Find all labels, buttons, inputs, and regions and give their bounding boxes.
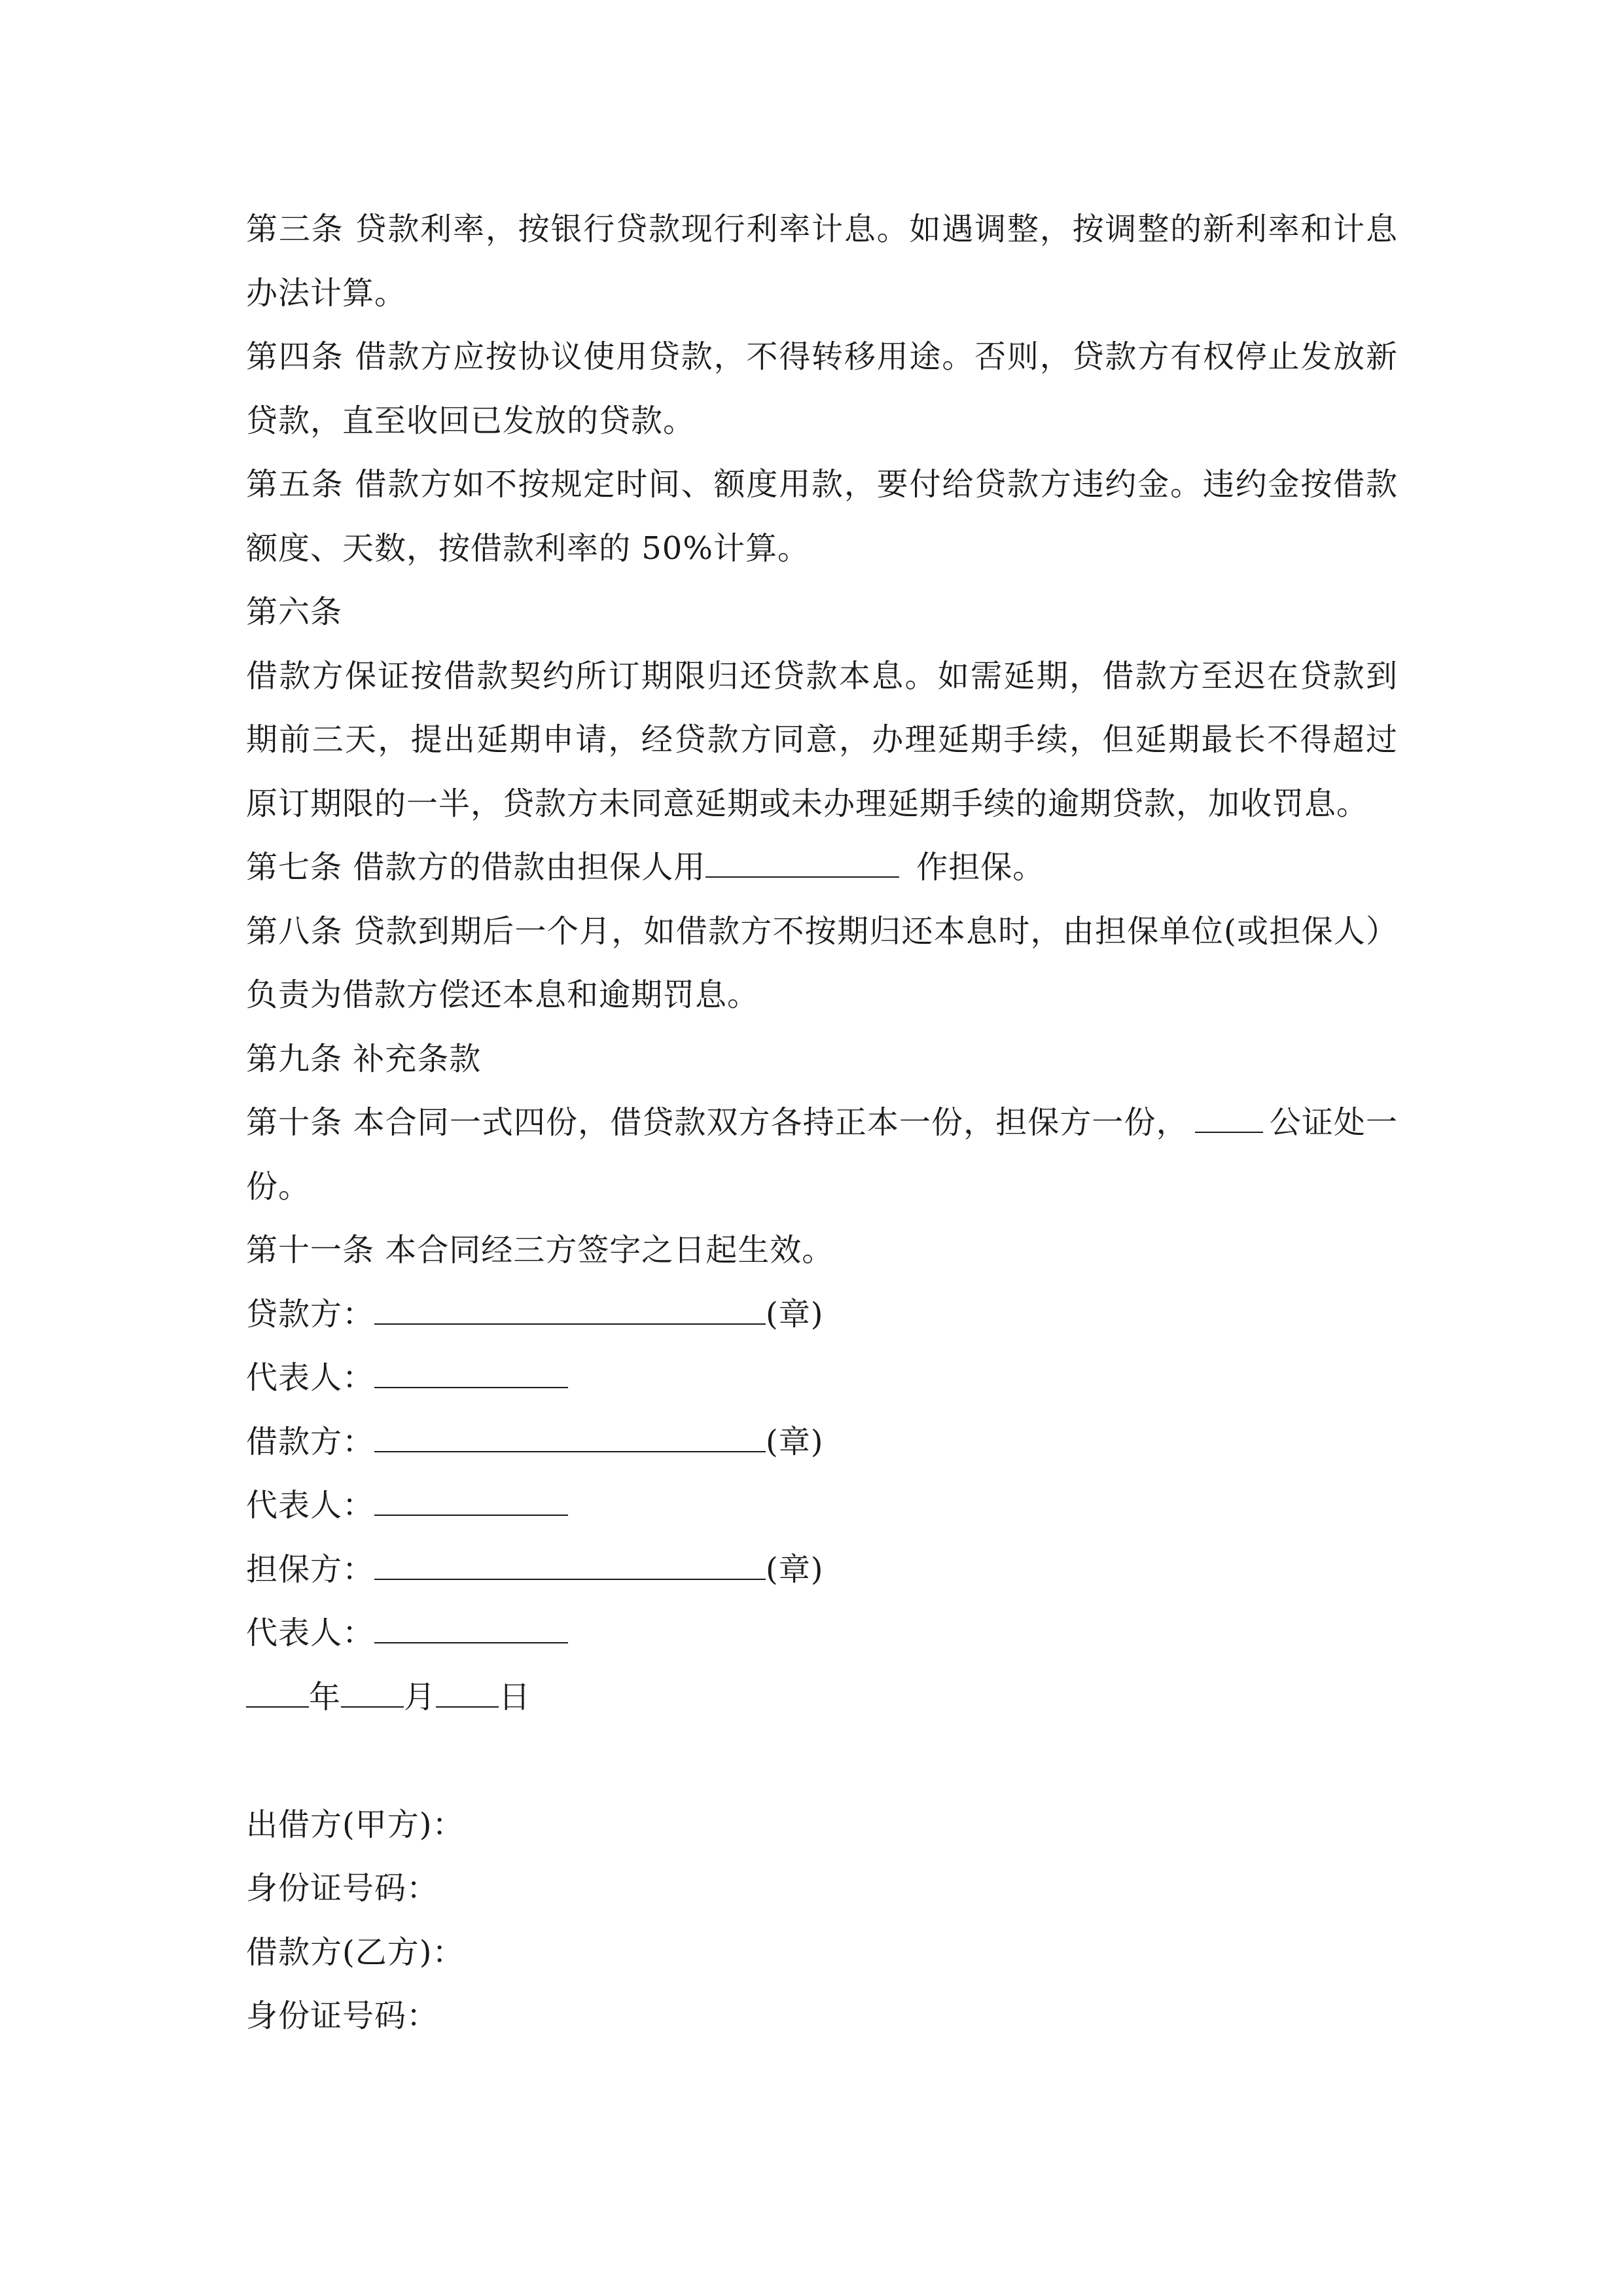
clause-7-text: 第七条 借款方的借款由担保人用: [246, 849, 706, 886]
section-gap: [246, 1729, 1398, 1793]
clause-9: 第九条 补充条款: [246, 1040, 482, 1077]
notary-blank: [1195, 1098, 1263, 1133]
year-label: 年: [309, 1678, 342, 1715]
borrower-signature-line: [246, 1410, 1398, 1475]
lender-rep-blank: [374, 1353, 568, 1388]
guarantor-rep-label: 代表人：: [246, 1615, 375, 1651]
borrower-blank: [374, 1417, 766, 1452]
guarantor-seal: (章): [766, 1551, 824, 1588]
lender-label: 贷款方：: [246, 1295, 375, 1333]
party-b-id-line: 身份证号码：: [246, 1998, 439, 2034]
date-line: [246, 1666, 1398, 1730]
month-blank: [341, 1672, 404, 1708]
borrower-label: 借款方：: [246, 1423, 375, 1460]
borrower-rep-line: [246, 1474, 1398, 1538]
borrower-rep-label: 代表人：: [246, 1487, 375, 1524]
party-a-line: 出借方(甲方)：: [246, 1806, 465, 1843]
guarantor-signature-line: [246, 1538, 1398, 1602]
lender-rep-line: [246, 1346, 1398, 1410]
day-label: 日: [499, 1678, 531, 1715]
clause-10: [246, 1091, 1398, 1219]
clause-5: 第五条 借款方如不按规定时间、额度用款，要付给贷款方违约金。违约金按借款额度、天数，按借款利率的 50%计算。: [246, 466, 1398, 567]
borrower-rep-blank: [374, 1480, 568, 1516]
lender-seal: (章): [766, 1295, 824, 1333]
clause-10-text: 第十条 本合同一式四份，借贷款双方各持正本一份，担保方一份，: [246, 1104, 1188, 1141]
guarantor-rep-blank: [374, 1608, 568, 1643]
party-b-line: 借款方(乙方)：: [246, 1933, 465, 1971]
clause-8: 第八条 贷款到期后一个月，如借款方不按期归还本息时，由担保单位(或担保人）负责为借款方偿还本息和逾期罚息。: [246, 912, 1398, 1013]
guarantee-blank: [705, 842, 899, 878]
lender-signature-line: [246, 1283, 1398, 1347]
lender-blank: [374, 1289, 766, 1325]
contract-body: [246, 198, 1398, 2049]
clause-6-body: 借款方保证按借款契约所订期限归还贷款本息。如需延期，借款方至迟在贷款到期前三天，提出延期申请，经贷款方同意，办理延期手续，但延期最长不得超过原订期限的一半，贷款方未同意延期或未办理延期手续的逾期贷款，加收罚息。: [246, 657, 1398, 822]
party-a-id-line: 身份证号码：: [246, 1870, 439, 1907]
clause-4: 第四条 借款方应按协议使用贷款，不得转移用途。否则，贷款方有权停止发放新贷款，直至收回已发放的贷款。: [246, 338, 1398, 439]
guarantor-rep-line: [246, 1602, 1398, 1666]
clause-7-tail: 作担保。: [916, 849, 1045, 886]
clause-7: [246, 836, 1398, 900]
borrower-seal: (章): [766, 1423, 824, 1460]
guarantor-blank: [374, 1545, 766, 1580]
clause-3: 第三条 贷款利率，按银行贷款现行利率计息。如遇调整，按调整的新利率和计息办法计算。: [246, 211, 1398, 312]
clause-6-title: 第六条: [246, 594, 343, 630]
year-blank: [246, 1672, 309, 1708]
guarantor-label: 担保方：: [246, 1551, 375, 1588]
day-blank: [436, 1672, 499, 1708]
clause-10-tail: 公证处一份。: [246, 1104, 1398, 1205]
month-label: 月: [404, 1678, 437, 1715]
lender-rep-label: 代表人：: [246, 1359, 375, 1396]
clause-11: 第十一条 本合同经三方签字之日起生效。: [246, 1232, 834, 1268]
